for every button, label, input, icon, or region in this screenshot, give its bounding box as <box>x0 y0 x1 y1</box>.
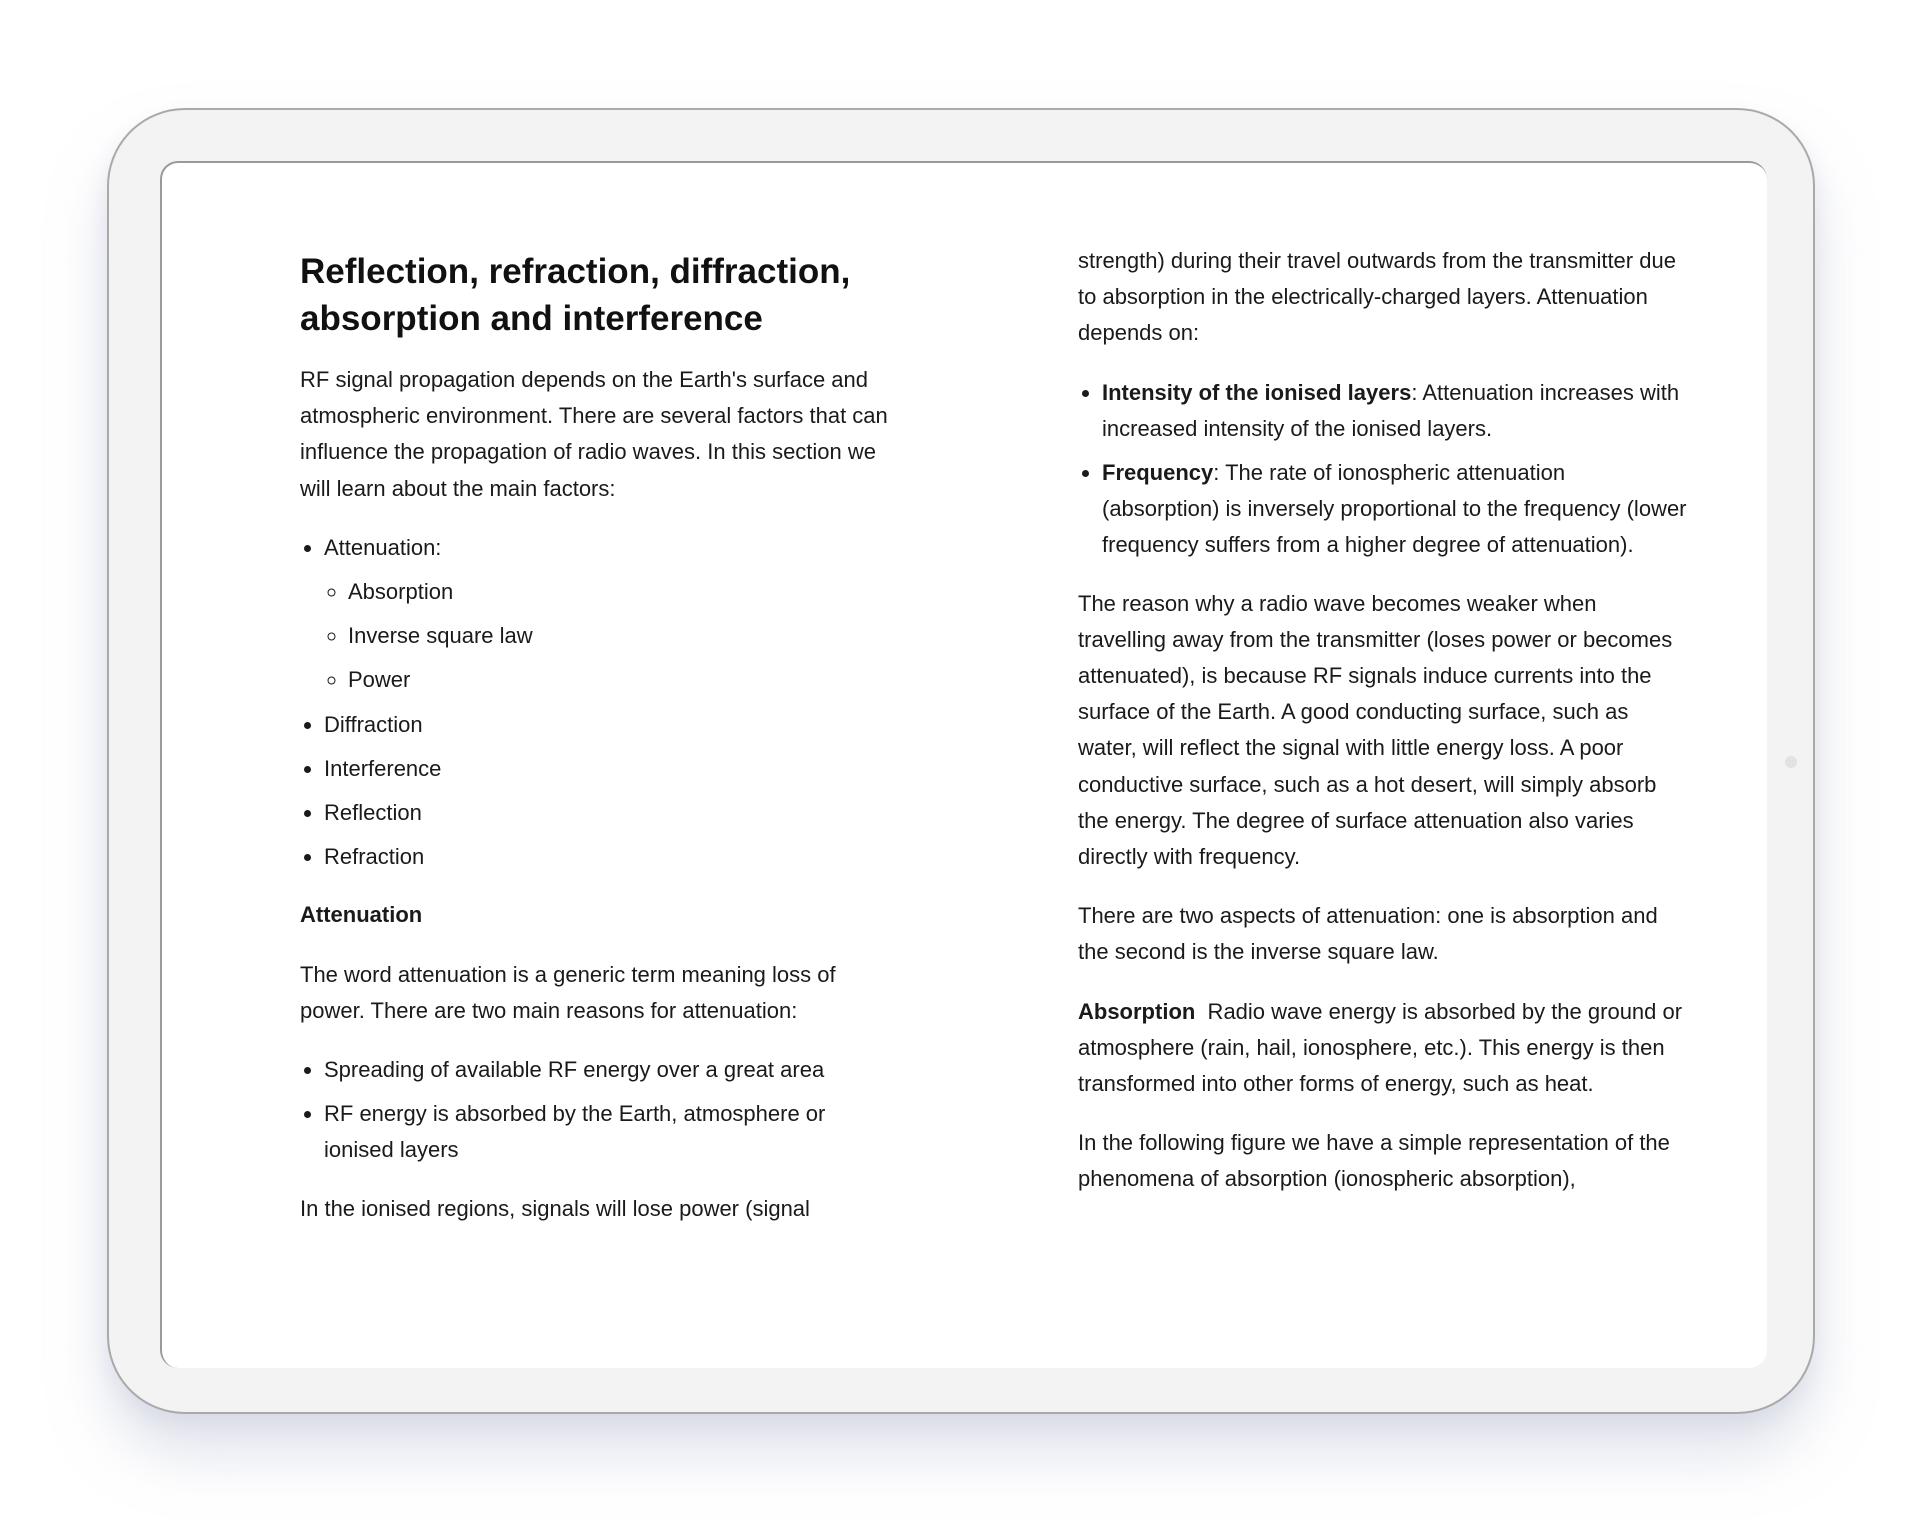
factor-attenuation: Attenuation: <box>324 534 442 560</box>
list-item: • Spreading of available RF energy over a great area <box>324 1052 900 1088</box>
left-column <box>300 248 900 1250</box>
list-item: • RF energy is absorbed by the Earth, atmosphere or ionised layers <box>324 1096 900 1168</box>
absorption-term: Absorption <box>1078 998 1196 1024</box>
aspects-paragraph: There are two aspects of attenuation: one is absorption and the second is the inverse square law. <box>1078 903 1658 965</box>
term-frequency: Frequency <box>1102 460 1214 486</box>
reader-screen[interactable] <box>160 161 1767 1368</box>
factors-list <box>300 530 900 876</box>
list-item <box>1102 455 1688 564</box>
term-intensity: Intensity of the ionised layers <box>1102 379 1412 405</box>
list-item <box>1102 375 1688 447</box>
list-item: ◦ Inverse square law <box>348 618 900 654</box>
list-item: ◦ Absorption <box>348 574 900 610</box>
right-column <box>1078 243 1688 1221</box>
absorption-paragraph <box>1078 994 1688 1103</box>
continued-paragraph: strength) during their travel outwards from the transmitter due to absorption in the electrically-charged layers. Attenuation depends on: <box>1078 248 1676 346</box>
list-item: • Diffraction <box>324 707 900 743</box>
figure-paragraph: In the following figure we have a simple representation of the phenomena of absorption (ionospheric absorption), <box>1078 1130 1670 1192</box>
intro-paragraph: RF signal propagation depends on the Earth's surface and atmospheric environment. There are several factors that can influence the propagation of radio waves. In this section we will learn about the main factors: <box>300 367 888 501</box>
frequency-text: : The rate of ionospheric attenuation (absorption) is inversely proportional to the frequency (lower frequency suffers from a higher degree of attenuation). <box>1102 460 1687 558</box>
depends-list <box>1078 375 1688 564</box>
ionised-paragraph: In the ionised regions, signals will lose power (signal <box>300 1195 810 1221</box>
camera-dot <box>1785 756 1797 768</box>
list-item: ◦ Power <box>348 662 900 698</box>
list-item: • Refraction <box>324 839 900 875</box>
page-title: Reflection, refraction, diffraction, absorption and interference <box>300 252 851 338</box>
attenuation-heading: Attenuation <box>300 902 423 928</box>
intensity-text: : Attenuation increases with increased intensity of the ionised layers. <box>1102 379 1680 441</box>
attenuation-paragraph: The word attenuation is a generic term meaning loss of power. There are two main reasons for attenuation: <box>300 961 836 1023</box>
list-item: • Interference <box>324 751 900 787</box>
list-item: • Reflection <box>324 795 900 831</box>
list-item <box>324 530 900 699</box>
attenuation-sublist <box>324 574 900 699</box>
reason-paragraph: The reason why a radio wave becomes weaker when travelling away from the transmitter (loses power or becomes attenuated), is because RF signals induce currents into the surface of the Earth. A good conducting surface, such as water, will reflect the signal with little energy loss. A poor conductive surface, such as a hot desert, will simply absorb the energy. The degree of surface attenuation also varies directly with frequency. <box>1078 590 1673 870</box>
reasons-list <box>300 1052 900 1169</box>
absorption-text: Radio wave energy is absorbed by the ground or atmosphere (rain, hail, ionosphere, etc.). This energy is then transformed into other forms of energy, such as heat. <box>1078 998 1689 1097</box>
